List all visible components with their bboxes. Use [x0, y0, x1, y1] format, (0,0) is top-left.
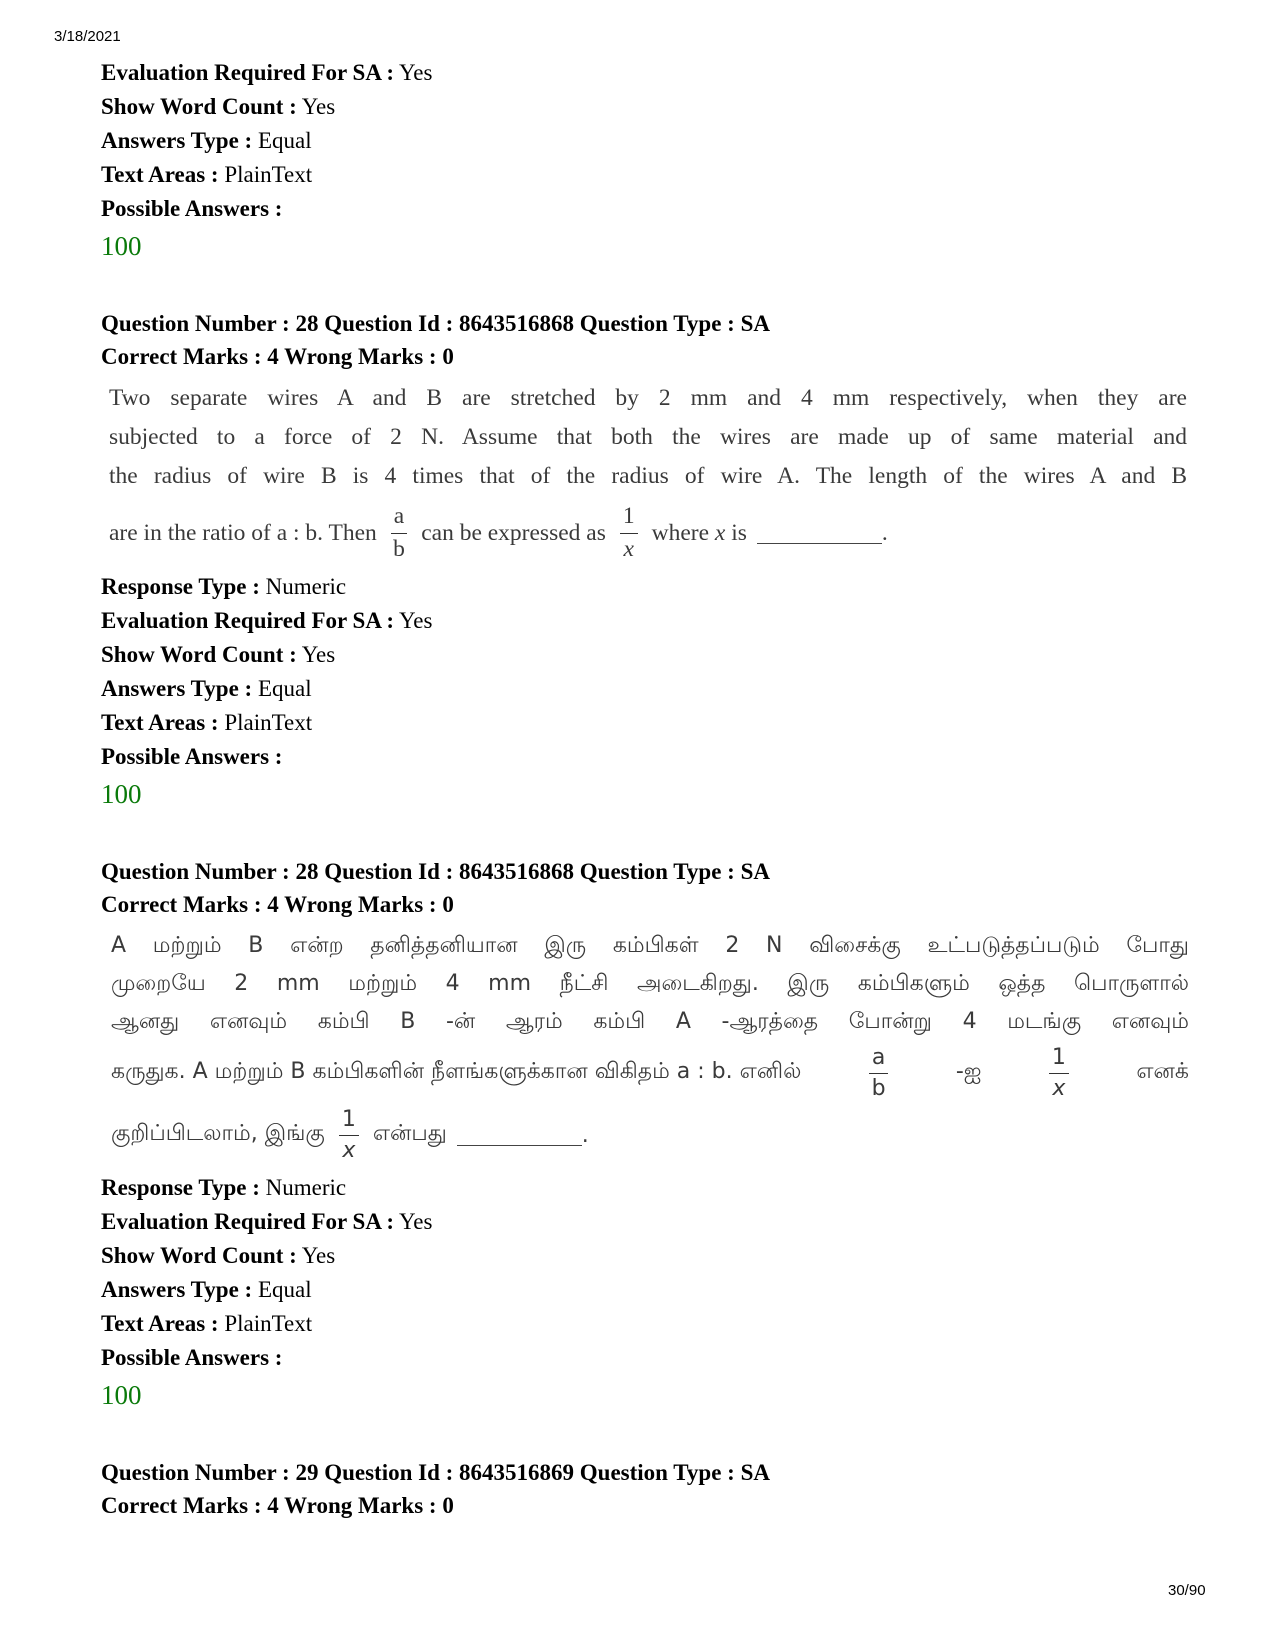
fraction-a-over-b: $\frac{a}{b}$ — [869, 1047, 888, 1100]
answers-type-row: Answers Type : Equal — [101, 1277, 312, 1302]
question-header: Question Number : 29 Question Id : 8643516869 Question Type : SA — [101, 1460, 770, 1485]
response-type-row: Response Type : Numeric — [101, 1175, 347, 1200]
question-header: Question Number : 28 Question Id : 8643516868 Question Type : SA — [101, 859, 770, 884]
question-line-with-fractions: கருதுக. A மற்றும் B கம்பிகளின் நீளங்களுக்கான விகிதம் a : b. எனில் $\frac{a}{b}$ -ஐ $\frac{1}{x}$ எனக் — [111, 1044, 1189, 1101]
fraction-1-over-x: $\frac{1}{x}$ — [620, 505, 638, 561]
question-line-with-fractions: are in the ratio of a : b. Then $\frac{a}{b}$ can be expressed as $\frac{1}{x}$ where x is . — [109, 503, 888, 562]
print-date: 3/18/2021 — [54, 28, 121, 45]
question-line: subjected to a force of 2 N. Assume that both the wires are made up of same material and — [109, 424, 1187, 450]
word-count-row: Show Word Count : Yes — [101, 642, 336, 667]
question-line: the radius of wire B is 4 times that of the radius of wire A. The length of the wires A and B — [109, 463, 1187, 489]
text-areas-row: Text Areas : PlainText — [101, 1311, 313, 1336]
fraction-1-over-x: $\frac{1}{x}$ — [339, 1109, 359, 1162]
question-marks: Correct Marks : 4 Wrong Marks : 0 — [101, 1493, 454, 1518]
page-number: 30/90 — [1168, 1582, 1206, 1599]
possible-answers-row: Possible Answers : — [101, 1345, 283, 1370]
question-text — [111, 927, 1189, 1165]
word-count-row: Show Word Count : Yes — [101, 1243, 336, 1268]
answers-type-row: Answers Type : Equal — [101, 676, 312, 701]
evaluation-row: Evaluation Required For SA : Yes — [101, 608, 433, 633]
question-28-tamil — [101, 855, 1189, 1414]
question-line-with-fractions: குறிப்பிடலாம், இங்கு $\frac{1}{x}$ என்பது . — [111, 1106, 589, 1163]
question-line: A மற்றும் B என்ற தனித்தனியான இரு கம்பிகள் 2 N விசைக்கு உட்படுத்தப்படும் போது — [111, 933, 1189, 958]
question-header: Question Number : 28 Question Id : 8643516868 Question Type : SA — [101, 311, 770, 336]
page-content — [101, 56, 1189, 1522]
answer-blank — [757, 523, 882, 544]
answers-type-row: Answers Type : Equal — [101, 128, 312, 153]
question-line: ஆனது எனவும் கம்பி B -ன் ஆரம் கம்பி A -ஆரத்தை போன்று 4 மடங்கு எனவும் — [111, 1009, 1189, 1034]
text-areas-row: Text Areas : PlainText — [101, 162, 313, 187]
possible-answer-value: 100 — [101, 1380, 142, 1410]
answer-blank — [457, 1125, 582, 1146]
possible-answers-row: Possible Answers : — [101, 196, 283, 221]
question-line: Two separate wires A and B are stretched by 2 mm and 4 mm respectively, when they are — [109, 385, 1187, 411]
question-marks: Correct Marks : 4 Wrong Marks : 0 — [101, 344, 454, 369]
fraction-1-over-x: $\frac{1}{x}$ — [1049, 1047, 1069, 1100]
possible-answer-value: 100 — [101, 779, 142, 809]
word-count-row: Show Word Count : Yes — [101, 94, 336, 119]
question-text — [109, 379, 1187, 564]
fraction-a-over-b: $\frac{a}{b}$ — [391, 505, 407, 561]
prev-question-meta — [101, 56, 1181, 265]
response-type-row: Response Type : Numeric — [101, 574, 347, 599]
question-28-english — [101, 307, 1187, 813]
text-areas-row: Text Areas : PlainText — [101, 710, 313, 735]
evaluation-row: Evaluation Required For SA : Yes — [101, 60, 433, 85]
question-line: முறையே 2 mm மற்றும் 4 mm நீட்சி அடைகிறது. இரு கம்பிகளும் ஒத்த பொருளால் — [111, 971, 1189, 996]
possible-answers-row: Possible Answers : — [101, 744, 283, 769]
evaluation-row: Evaluation Required For SA : Yes — [101, 1209, 433, 1234]
question-marks: Correct Marks : 4 Wrong Marks : 0 — [101, 892, 454, 917]
question-29 — [101, 1456, 1181, 1522]
possible-answer-value: 100 — [101, 231, 142, 261]
